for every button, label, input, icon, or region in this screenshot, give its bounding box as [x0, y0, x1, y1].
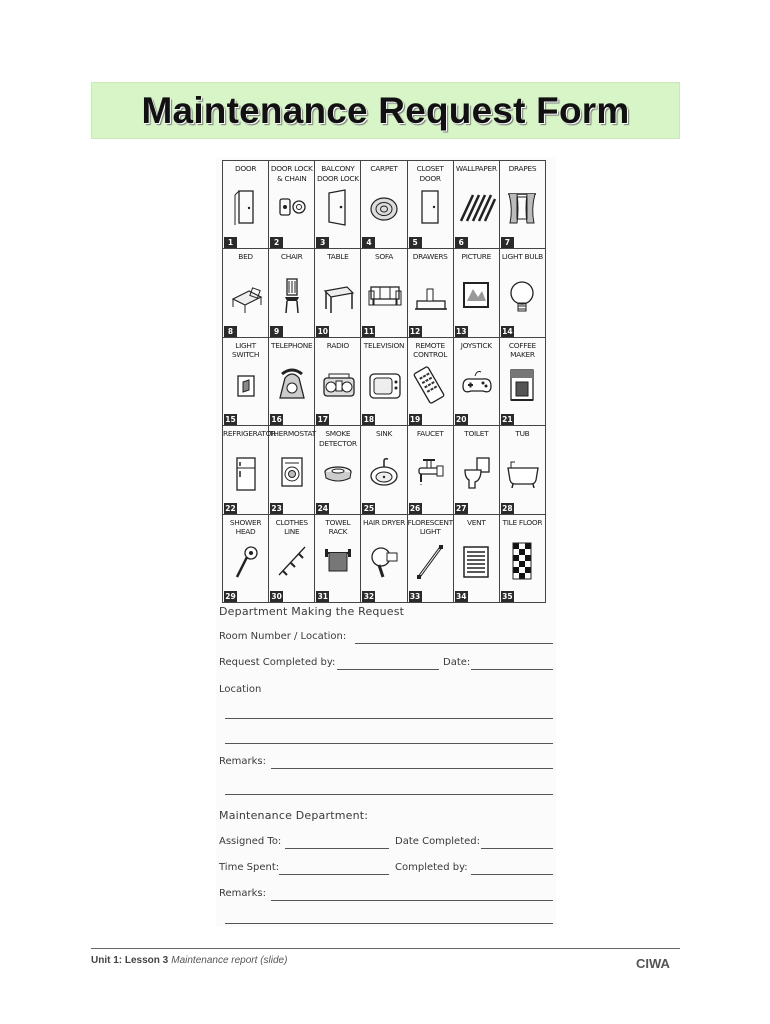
item-label: JOYSTICK	[460, 340, 492, 350]
grid-cell	[408, 249, 454, 337]
grid-cell	[223, 249, 269, 337]
assigned-to-field[interactable]	[285, 848, 389, 849]
drawers-icon	[415, 275, 445, 317]
completed-by-field[interactable]	[337, 669, 439, 670]
bed-icon	[231, 275, 261, 317]
grid-cell	[408, 338, 454, 426]
grid-cell	[269, 515, 315, 603]
item-label: HAIR DRYER	[363, 517, 405, 527]
grid-cell	[361, 515, 407, 603]
item-number: 22	[225, 503, 236, 513]
item-label: DOOR LOCK & CHAIN	[270, 164, 313, 183]
item-number: 28	[502, 503, 513, 513]
item-number: 13	[455, 326, 467, 336]
item-number: 31	[317, 592, 328, 601]
sink-icon	[369, 452, 399, 494]
telephone-icon	[277, 364, 307, 406]
wallpaper-icon	[461, 187, 491, 229]
carpet-roll-icon	[369, 187, 399, 229]
maint-remarks-label: Remarks:	[219, 888, 267, 899]
grid-cell	[361, 426, 407, 514]
item-label: TELEVISION	[363, 340, 405, 350]
smoke-detector-icon	[323, 452, 353, 494]
grid-cell	[269, 161, 315, 249]
item-number: 17	[317, 415, 328, 425]
item-number: 7	[501, 237, 514, 248]
towel-rack-icon	[323, 541, 353, 583]
item-label: TUB	[515, 429, 530, 439]
completed-by-maint-label: Completed by:	[395, 862, 468, 873]
item-number: 35	[502, 592, 513, 601]
tile-floor-icon	[507, 541, 537, 583]
grid-cell	[500, 426, 546, 514]
door-lock-icon	[277, 187, 307, 229]
item-number: 12	[409, 326, 421, 336]
location-label: Location	[219, 684, 262, 695]
item-number: 10	[317, 326, 328, 336]
grid-cell	[223, 426, 276, 514]
location-field-line-1[interactable]	[225, 718, 553, 719]
item-label: TILE FLOOR	[502, 517, 543, 527]
item-number: 15	[225, 415, 236, 425]
grid-cell	[454, 426, 500, 514]
item-label: LIGHT BULB	[501, 252, 543, 262]
item-label: CLOTHES LINE	[275, 517, 308, 537]
grid-cell	[454, 515, 500, 603]
date-label: Date:	[443, 657, 471, 668]
joystick-icon	[461, 364, 491, 406]
time-spent-field[interactable]	[279, 874, 389, 875]
item-label: WALLPAPER	[455, 164, 497, 173]
item-number: 2	[270, 237, 283, 248]
scanned-form	[216, 157, 556, 927]
faucet-icon	[415, 452, 445, 494]
date-completed-label: Date Completed:	[395, 836, 480, 847]
grid-cell	[361, 338, 407, 426]
date-field[interactable]	[471, 669, 553, 670]
date-completed-field[interactable]	[481, 848, 553, 849]
maint-remarks-field-line-1[interactable]	[271, 900, 553, 901]
remote-control-icon	[415, 364, 445, 406]
item-label: FLORESCENT LIGHT	[407, 517, 453, 537]
footer-lesson	[91, 955, 287, 966]
item-number: 26	[409, 503, 421, 513]
item-label: CLOSET DOOR	[416, 164, 444, 183]
grid-cell	[361, 249, 407, 337]
grid-cell	[315, 161, 361, 249]
time-spent-label: Time Spent:	[219, 862, 280, 873]
vent-icon	[461, 541, 491, 583]
grid-cell	[454, 338, 500, 426]
footer-divider	[91, 948, 680, 949]
grid-cell	[408, 515, 454, 603]
grid-cell	[500, 515, 546, 603]
room-number-field[interactable]	[355, 643, 553, 644]
item-label: REFRIGERATOR	[223, 429, 276, 439]
item-number: 21	[502, 415, 513, 425]
item-grid	[222, 160, 546, 603]
picture-icon	[461, 275, 491, 317]
item-label: TELEPHONE	[271, 340, 313, 350]
grid-cell	[315, 426, 361, 514]
grid-cell	[361, 161, 407, 249]
completed-by-label: Request Completed by:	[219, 657, 336, 668]
refrigerator-icon	[231, 452, 261, 494]
balcony-door-icon	[323, 187, 353, 229]
closet-door-icon	[415, 187, 445, 229]
television-icon	[369, 364, 399, 406]
item-number: 3	[316, 237, 329, 248]
grid-cell	[269, 338, 315, 426]
department-heading: Department Making the Request	[219, 605, 405, 618]
item-number: 4	[362, 237, 375, 248]
item-label: REMOTE CONTROL	[413, 340, 448, 360]
item-label: TOWEL RACK	[325, 517, 351, 537]
item-label: BED	[238, 252, 253, 262]
grid-cell	[269, 249, 315, 337]
item-number: 25	[363, 503, 375, 513]
hair-dryer-icon	[369, 541, 399, 583]
item-number: 23	[271, 503, 282, 513]
item-number: 30	[271, 592, 282, 601]
thermostat-icon	[277, 452, 307, 494]
item-label: FAUCET	[416, 429, 444, 439]
item-number: 29	[225, 592, 236, 601]
location-field-line-2[interactable]	[225, 743, 553, 744]
toilet-icon	[461, 452, 491, 494]
grid-cell	[408, 161, 454, 249]
assigned-to-label: Assigned To:	[219, 836, 282, 847]
item-label: SINK	[375, 429, 393, 439]
item-number: 9	[270, 326, 283, 337]
item-number: 18	[363, 415, 375, 425]
clothes-line-icon	[277, 541, 307, 583]
item-number: 27	[455, 503, 467, 513]
grid-cell	[223, 161, 269, 249]
item-label: CHAIR	[280, 252, 303, 262]
grid-cell	[454, 249, 500, 337]
grid-cell	[269, 426, 315, 514]
item-number: 11	[363, 326, 375, 336]
fluorescent-light-icon	[415, 541, 445, 583]
item-label: SMOKE DETECTOR	[318, 429, 357, 448]
light-switch-icon	[231, 364, 261, 406]
coffee-maker-icon	[507, 364, 537, 406]
item-label: CARPET	[370, 164, 398, 173]
item-label: RADIO	[326, 340, 349, 350]
remarks-field-line-1[interactable]	[271, 768, 553, 769]
item-label: LIGHT SWITCH	[231, 340, 260, 360]
grid-cell	[408, 426, 454, 514]
item-number: 24	[317, 503, 328, 513]
item-number: 5	[409, 237, 422, 248]
item-label: DRAWERS	[412, 252, 448, 262]
item-label: TABLE	[327, 252, 349, 262]
grid-cell	[500, 249, 546, 337]
item-number: 1	[224, 237, 237, 248]
item-label: SOFA	[375, 252, 393, 262]
footer-org: CIWA	[636, 956, 670, 971]
light-bulb-icon	[507, 275, 537, 317]
maintenance-heading: Maintenance Department:	[219, 809, 369, 822]
drapes-icon	[507, 187, 537, 229]
item-number: 32	[363, 592, 375, 601]
completed-by-maint-field[interactable]	[471, 874, 553, 875]
item-label: PICTURE	[461, 252, 491, 262]
item-number: 6	[455, 237, 468, 248]
item-label: THERMOSTAT	[269, 429, 316, 439]
item-label: SHOWER HEAD	[229, 517, 262, 537]
item-number: 8	[224, 326, 237, 337]
item-number: 20	[455, 415, 467, 425]
item-label: DRAPES	[508, 164, 537, 173]
grid-cell	[315, 249, 361, 337]
title-banner	[91, 82, 680, 139]
item-label: COFFEE MAKER	[508, 340, 536, 360]
grid-cell	[454, 161, 500, 249]
remarks-field-line-2[interactable]	[225, 794, 553, 795]
sofa-icon	[369, 275, 399, 317]
grid-cell	[315, 338, 361, 426]
grid-cell	[223, 515, 269, 603]
footer-unit: Unit 1: Lesson 3	[91, 955, 169, 966]
page-title: Maintenance Request Form	[141, 89, 630, 131]
item-number: 33	[409, 592, 421, 601]
shower-head-icon	[231, 541, 261, 583]
door-icon	[231, 187, 261, 229]
chair-icon	[277, 275, 307, 317]
room-number-label: Room Number / Location:	[219, 631, 347, 642]
grid-cell	[223, 338, 269, 426]
footer-subtitle: Maintenance report (slide)	[171, 955, 288, 966]
item-label: BALCONY DOOR LOCK	[316, 164, 359, 183]
item-label: DOOR	[234, 164, 257, 173]
grid-cell	[315, 515, 361, 603]
grid-cell	[500, 161, 546, 249]
item-label: TOILET	[464, 429, 489, 439]
item-number: 19	[409, 415, 421, 425]
item-number: 16	[271, 415, 282, 425]
table-icon	[323, 275, 353, 317]
remarks-label: Remarks:	[219, 756, 267, 767]
maint-remarks-field-line-2[interactable]	[225, 923, 553, 924]
grid-cell	[500, 338, 546, 426]
radio-icon	[323, 364, 353, 406]
item-number: 34	[455, 592, 467, 601]
item-number: 14	[502, 326, 513, 336]
item-label: VENT	[466, 517, 486, 527]
tub-icon	[507, 452, 537, 494]
